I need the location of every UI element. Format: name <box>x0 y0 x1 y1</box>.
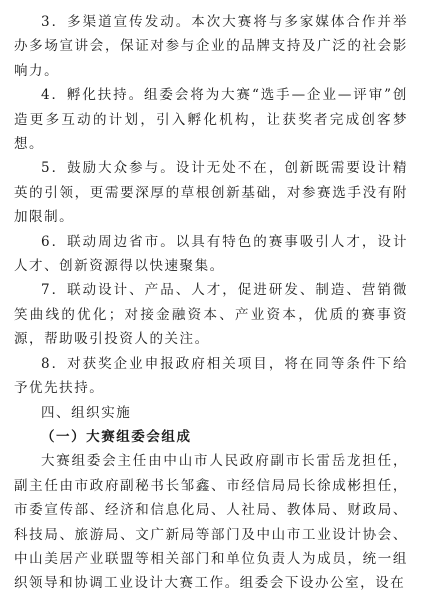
paragraph-item-3: 3．多渠道宣传发动。本次大赛将与多家媒体合作并举办多场宣讲会，保证对参与企业的品牌支持及广泛的社会影响力。 <box>14 14 408 79</box>
subsection-heading: （一）大赛组委会组成 <box>41 428 192 445</box>
body-paragraph: 大赛组委会主任由中山市人民政府副市长雷岳龙担任，副主任由市政府副秘书长邹鑫、市经信局局长徐成彬担任，市委宣传部、经济和信息化局、人社局、教体局、财政局、科技局、旅游局、文广新局等部门及中山市工业设计协会、中山美居产业联盟等相关部门和单位负责人为成员，统一组织领导和协调工业设计大赛工作。组委会下设办公室，设在 <box>14 453 408 592</box>
paragraph-item-4: 4．孵化扶持。组委会将为大赛“选手—企业—评审”创造更多互动的计划，引入孵化机构，让获奖者完成创客梦想。 <box>14 87 408 153</box>
paragraph-item-6: 6．联动周边省市。以具有特色的赛事吸引人才，设计人才、创新资源得以快速聚集。 <box>14 233 408 275</box>
paragraph-item-5: 5．鼓励大众参与。设计无处不在，创新既需要设计精英的引领，更需要深厚的草根创新基础，对参赛选手没有附加限制。 <box>14 160 408 226</box>
section-heading: 四、组织实施 <box>41 404 132 421</box>
paragraph-item-7: 7．联动设计、产品、人才，促进研发、制造、营销微笑曲线的优化；对接金融资本、产业资本，优质的赛事资源，帮助吸引投资人的关注。 <box>14 282 408 348</box>
paragraph-item-8: 8．对获奖企业申报政府相关项目，将在同等条件下给予优先扶持。 <box>14 355 408 397</box>
